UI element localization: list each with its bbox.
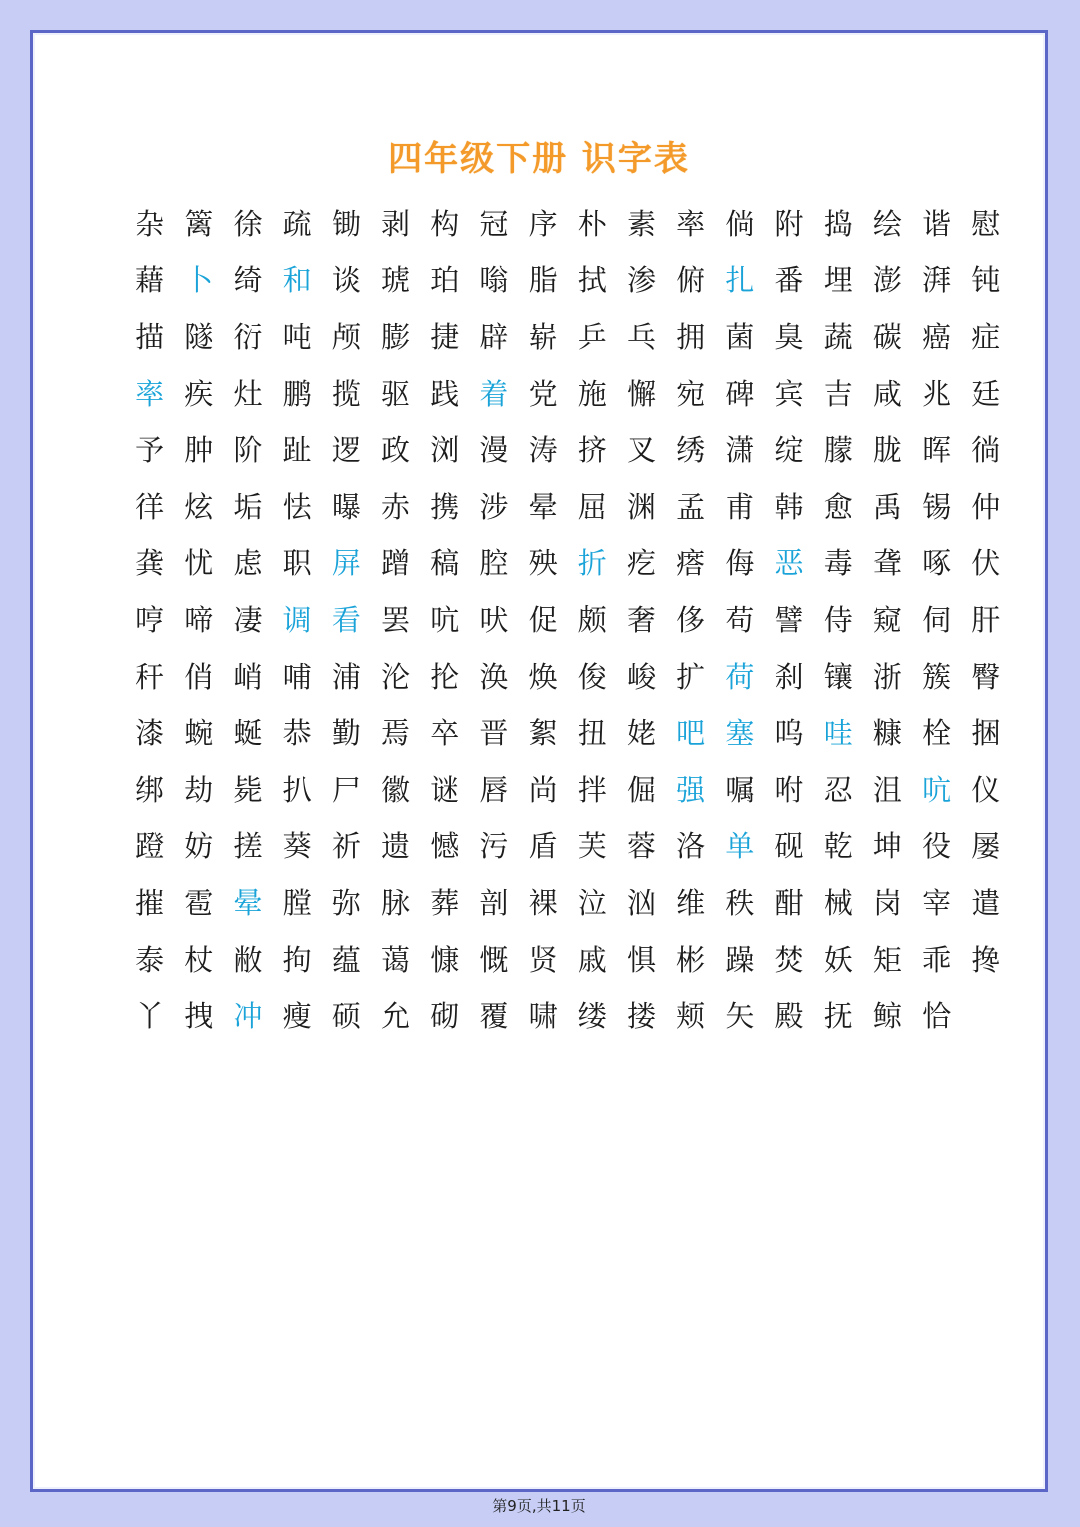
- character-cell: 鹏: [282, 376, 312, 411]
- page-title: 四年级下册 识字表: [388, 139, 690, 179]
- character-cell: 晕: [233, 885, 263, 920]
- character-cell: 吧: [676, 716, 706, 751]
- character-cell: 冠: [479, 206, 509, 241]
- character-cell: 扭: [577, 716, 607, 751]
- character-cell: 嗡: [479, 263, 509, 298]
- character-cell: 呜: [774, 716, 804, 751]
- character-cell: 率: [135, 376, 165, 411]
- character-cell: 蕴: [331, 942, 361, 977]
- character-cell: 谈: [331, 263, 361, 298]
- character-cell: 焕: [528, 659, 558, 694]
- character-cell: 拌: [577, 772, 607, 807]
- character-cell: 维: [676, 885, 706, 920]
- character-cell: 镶: [823, 659, 853, 694]
- character-cell: 忍: [823, 772, 853, 807]
- character-cell: 摧: [135, 885, 165, 920]
- character-cell: 矩: [872, 942, 902, 977]
- character-cell: 嘱: [725, 772, 755, 807]
- character-cell: 脂: [528, 263, 558, 298]
- character-cell: 吠: [479, 602, 509, 637]
- character-cell: 钝: [971, 263, 1001, 298]
- character-cell: 屏: [331, 546, 361, 581]
- character-cell: 稿: [430, 546, 460, 581]
- character-cell: 禹: [872, 489, 902, 524]
- character-cell: 焚: [774, 942, 804, 977]
- character-cell: 描: [135, 319, 165, 354]
- character-cell: 啄: [922, 546, 952, 581]
- character-cell: 叉: [626, 433, 656, 468]
- character-cell: 绽: [774, 433, 804, 468]
- character-cell: 潇: [725, 433, 755, 468]
- character-cell: 素: [626, 206, 656, 241]
- character-cell: 妨: [184, 829, 214, 864]
- character-cell: 杖: [184, 942, 214, 977]
- character-cell: 卒: [430, 716, 460, 751]
- character-cell: 折: [577, 546, 607, 581]
- character-cell: 徽: [381, 772, 411, 807]
- character-cell: 戚: [577, 942, 607, 977]
- character-cell: 洛: [676, 829, 706, 864]
- character-cell: 躁: [725, 942, 755, 977]
- character-cell: 践: [430, 376, 460, 411]
- character-cell: 朦: [823, 433, 853, 468]
- character-cell: 栓: [922, 716, 952, 751]
- character-cell: 调: [282, 602, 312, 637]
- character-cell: 鲸: [872, 999, 902, 1034]
- character-cell: 惧: [626, 942, 656, 977]
- character-cell: 渊: [626, 489, 656, 524]
- character-cell: 吨: [282, 319, 312, 354]
- character-cell: 砌: [430, 999, 460, 1034]
- character-cell: 吉: [823, 376, 853, 411]
- character-cell: 着: [479, 376, 509, 411]
- character-cell: 绘: [872, 206, 902, 241]
- character-cell: 尚: [528, 772, 558, 807]
- character-cell: 俊: [577, 659, 607, 694]
- character-cell: 慨: [479, 942, 509, 977]
- character-cell: 彬: [676, 942, 706, 977]
- page-number: 第9页,共11页: [492, 1497, 586, 1515]
- character-cell: 乓: [626, 319, 656, 354]
- character-cell: 政: [381, 433, 411, 468]
- character-cell: 捷: [430, 319, 460, 354]
- character-cell: 疙: [626, 546, 656, 581]
- character-cell: 污: [479, 829, 509, 864]
- character-cell: 倔: [626, 772, 656, 807]
- character-cell: 抚: [823, 999, 853, 1034]
- character-cell: 奢: [626, 602, 656, 637]
- character-cell: 腔: [479, 546, 509, 581]
- character-cell: 硕: [331, 999, 361, 1034]
- character-cell: 俏: [184, 659, 214, 694]
- character-cell: 聋: [872, 546, 902, 581]
- character-cell: 秆: [135, 659, 165, 694]
- character-cell: 塞: [725, 716, 755, 751]
- character-cell: 吭: [922, 772, 952, 807]
- character-cell: 涛: [528, 433, 558, 468]
- character-cell: 垢: [233, 489, 263, 524]
- character-cell: 乒: [577, 319, 607, 354]
- character-cell: 剥: [381, 206, 411, 241]
- character-cell: 韩: [774, 489, 804, 524]
- character-cell: 龚: [135, 546, 165, 581]
- character-cell: 汹: [626, 885, 656, 920]
- character-cell: 扩: [676, 659, 706, 694]
- character-cell: 峻: [626, 659, 656, 694]
- character-cell: 侍: [823, 602, 853, 637]
- character-cell: 殿: [774, 999, 804, 1034]
- character-cell: 驱: [381, 376, 411, 411]
- character-cell: 勤: [331, 716, 361, 751]
- character-cell: 允: [381, 999, 411, 1034]
- character-cell: 衍: [233, 319, 263, 354]
- character-cell: 谜: [430, 772, 460, 807]
- character-cell: 篱: [184, 206, 214, 241]
- character-cell: 肝: [971, 602, 1001, 637]
- character-cell: 雹: [184, 885, 214, 920]
- character-cell: 廷: [971, 376, 1001, 411]
- character-cell: 臀: [971, 659, 1001, 694]
- character-cell: 劫: [184, 772, 214, 807]
- character-cell: 怯: [282, 489, 312, 524]
- page: [30, 30, 1048, 1515]
- character-cell: 絮: [528, 716, 558, 751]
- character-cell: 卜: [184, 263, 214, 298]
- character-cell: 浙: [872, 659, 902, 694]
- character-cell: 泰: [135, 942, 165, 977]
- character-cell: 菌: [725, 319, 755, 354]
- character-cell: 凄: [233, 602, 263, 637]
- character-cell: 率: [676, 206, 706, 241]
- character-cell: 宰: [922, 885, 952, 920]
- character-cell: 崭: [528, 319, 558, 354]
- character-cell: 裸: [528, 885, 558, 920]
- character-cell: 胧: [872, 433, 902, 468]
- character-cell: 捆: [971, 716, 1001, 751]
- character-cell: 搂: [626, 999, 656, 1034]
- character-cell: 姥: [626, 716, 656, 751]
- character-cell: 屡: [971, 829, 1001, 864]
- character-cell: 宾: [774, 376, 804, 411]
- character-cell: 促: [528, 602, 558, 637]
- character-cell: 伏: [971, 546, 1001, 581]
- character-cell: 兆: [922, 376, 952, 411]
- character-cell: 揽: [331, 376, 361, 411]
- character-cell: 朴: [577, 206, 607, 241]
- character-cell: 簇: [922, 659, 952, 694]
- character-cell: 灶: [233, 376, 263, 411]
- character-cell: 拘: [282, 942, 312, 977]
- character-cell: 浦: [331, 659, 361, 694]
- character-cell: 罢: [381, 602, 411, 637]
- character-cell: 啼: [184, 602, 214, 637]
- character-cell: 辟: [479, 319, 509, 354]
- character-cell: 芙: [577, 829, 607, 864]
- character-cell: 构: [430, 206, 460, 241]
- character-cell: 浏: [430, 433, 460, 468]
- character-cell: 憾: [430, 829, 460, 864]
- character-cell: 酣: [774, 885, 804, 920]
- character-cell: 乾: [823, 829, 853, 864]
- character-cell: 扎: [725, 263, 755, 298]
- character-cell: 秩: [725, 885, 755, 920]
- character-cell: 覆: [479, 999, 509, 1034]
- character-cell: 俯: [676, 263, 706, 298]
- character-cell: 祈: [331, 829, 361, 864]
- character-cell: 冲: [233, 999, 263, 1034]
- character-cell: 搀: [971, 942, 1001, 977]
- character-cell: 党: [528, 376, 558, 411]
- character-cell: 症: [971, 319, 1001, 354]
- character-cell: 屈: [577, 489, 607, 524]
- character-cell: 泣: [577, 885, 607, 920]
- character-cell: 械: [823, 885, 853, 920]
- character-cell: 番: [774, 263, 804, 298]
- character-cell: 涉: [479, 489, 509, 524]
- character-cell: 拭: [577, 263, 607, 298]
- character-cell: 剖: [479, 885, 509, 920]
- character-cell: 甫: [725, 489, 755, 524]
- character-cell: 沮: [872, 772, 902, 807]
- character-cell: 毒: [823, 546, 853, 581]
- character-cell: 蓉: [626, 829, 656, 864]
- character-cell: 扒: [282, 772, 312, 807]
- character-cell: 伺: [922, 602, 952, 637]
- character-cell: 施: [577, 376, 607, 411]
- character-cell: 看: [331, 602, 361, 637]
- character-cell: 和: [282, 263, 312, 298]
- character-cell: 绣: [676, 433, 706, 468]
- character-cell: 赤: [381, 489, 411, 524]
- character-cell: 苟: [725, 602, 755, 637]
- character-cell: 侈: [676, 602, 706, 637]
- character-cell: 葬: [430, 885, 460, 920]
- character-cell: 贤: [528, 942, 558, 977]
- character-cell: 珀: [430, 263, 460, 298]
- character-cell: 荷: [725, 659, 755, 694]
- character-cell: 漆: [135, 716, 165, 751]
- character-cell: 遣: [971, 885, 1001, 920]
- character-cell: 渗: [626, 263, 656, 298]
- character-cell: 涣: [479, 659, 509, 694]
- character-cell: 碑: [725, 376, 755, 411]
- character-cell: 峭: [233, 659, 263, 694]
- character-cell: 炫: [184, 489, 214, 524]
- character-cell: 漫: [479, 433, 509, 468]
- character-cell: 敝: [233, 942, 263, 977]
- character-cell: 愈: [823, 489, 853, 524]
- character-cell: 孟: [676, 489, 706, 524]
- character-cell: 膨: [381, 319, 411, 354]
- character-cell: 单: [725, 829, 755, 864]
- character-cell: 侮: [725, 546, 755, 581]
- character-cell: 颇: [577, 602, 607, 637]
- character-cell: 挤: [577, 433, 607, 468]
- character-cell: 晋: [479, 716, 509, 751]
- character-cell: 湃: [922, 263, 952, 298]
- character-cell: 绑: [135, 772, 165, 807]
- character-cell: 强: [676, 772, 706, 807]
- character-cell: 啸: [528, 999, 558, 1034]
- character-cell: 吭: [430, 602, 460, 637]
- character-cell: 唇: [479, 772, 509, 807]
- character-cell: 埋: [823, 263, 853, 298]
- character-cell: 毙: [233, 772, 263, 807]
- character-cell: 丫: [135, 999, 165, 1034]
- character-cell: 碳: [872, 319, 902, 354]
- character-cell: 盾: [528, 829, 558, 864]
- character-cell: 膛: [282, 885, 312, 920]
- character-cell: 晖: [922, 433, 952, 468]
- character-cell: 逻: [331, 433, 361, 468]
- character-cell: 曝: [331, 489, 361, 524]
- character-cell: 仪: [971, 772, 1001, 807]
- character-cell: 绮: [233, 263, 263, 298]
- character-cell: 徉: [135, 489, 165, 524]
- character-cell: 乖: [922, 942, 952, 977]
- character-cell: 譬: [774, 602, 804, 637]
- character-cell: 遗: [381, 829, 411, 864]
- character-cell: 予: [135, 433, 165, 468]
- character-cell: 恭: [282, 716, 312, 751]
- character-cell: 恰: [922, 999, 952, 1034]
- character-cell: 岗: [872, 885, 902, 920]
- character-cell: 阶: [233, 433, 263, 468]
- character-cell: 序: [528, 206, 558, 241]
- character-cell: 携: [430, 489, 460, 524]
- character-cell: 哼: [135, 602, 165, 637]
- character-cell: 肿: [184, 433, 214, 468]
- character-cell: 脉: [381, 885, 411, 920]
- character-cell: 糠: [872, 716, 902, 751]
- character-cell: 拥: [676, 319, 706, 354]
- character-cell: 藉: [135, 263, 165, 298]
- character-cell: 妖: [823, 942, 853, 977]
- character-cell: 瘦: [282, 999, 312, 1034]
- character-cell: 宛: [676, 376, 706, 411]
- character-cell: 缕: [577, 999, 607, 1034]
- character-cell: 矢: [725, 999, 755, 1034]
- character-grid: [125, 196, 1010, 1045]
- character-cell: 杂: [135, 206, 165, 241]
- character-cell: 晕: [528, 489, 558, 524]
- character-cell: 臭: [774, 319, 804, 354]
- character-cell: 虑: [233, 546, 263, 581]
- character-cell: 疏: [282, 206, 312, 241]
- character-cell: 徜: [971, 433, 1001, 468]
- character-cell: 仲: [971, 489, 1001, 524]
- character-cell: 懈: [626, 376, 656, 411]
- character-cell: 咐: [774, 772, 804, 807]
- character-cell: 沦: [381, 659, 411, 694]
- character-cell: 隧: [184, 319, 214, 354]
- character-cell: 澎: [872, 263, 902, 298]
- character-cell: 蹬: [135, 829, 165, 864]
- character-cell: 忧: [184, 546, 214, 581]
- character-cell: 蹭: [381, 546, 411, 581]
- character-cell: 哇: [823, 716, 853, 751]
- character-cell: 疾: [184, 376, 214, 411]
- character-cell: 殃: [528, 546, 558, 581]
- character-cell: 慷: [430, 942, 460, 977]
- character-cell: 琥: [381, 263, 411, 298]
- character-cell: 蔬: [823, 319, 853, 354]
- character-cell: 葵: [282, 829, 312, 864]
- character-cell: 职: [282, 546, 312, 581]
- character-cell: 坤: [872, 829, 902, 864]
- character-cell: 咸: [872, 376, 902, 411]
- character-cell: 弥: [331, 885, 361, 920]
- character-cell: 锡: [922, 489, 952, 524]
- character-cell: 刹: [774, 659, 804, 694]
- character-cell: 癌: [922, 319, 952, 354]
- character-cell: 倘: [725, 206, 755, 241]
- character-cell: 恶: [774, 546, 804, 581]
- character-cell: 哺: [282, 659, 312, 694]
- character-cell: 窥: [872, 602, 902, 637]
- character-cell: 砚: [774, 829, 804, 864]
- character-cell: 役: [922, 829, 952, 864]
- character-cell: 趾: [282, 433, 312, 468]
- character-cell: 捣: [823, 206, 853, 241]
- character-cell: 抡: [430, 659, 460, 694]
- character-cell: 徐: [233, 206, 263, 241]
- character-cell: 蜿: [184, 716, 214, 751]
- character-cell: 谐: [922, 206, 952, 241]
- character-cell: 尸: [331, 772, 361, 807]
- character-cell: 焉: [381, 716, 411, 751]
- character-cell: 附: [774, 206, 804, 241]
- character-cell: 蜒: [233, 716, 263, 751]
- character-cell: 拽: [184, 999, 214, 1034]
- character-cell: 颊: [676, 999, 706, 1034]
- character-cell: 慰: [971, 206, 1001, 241]
- character-cell: 颅: [331, 319, 361, 354]
- character-cell: 瘩: [676, 546, 706, 581]
- character-cell: 蔼: [381, 942, 411, 977]
- character-cell: 搓: [233, 829, 263, 864]
- character-cell: 锄: [331, 206, 361, 241]
